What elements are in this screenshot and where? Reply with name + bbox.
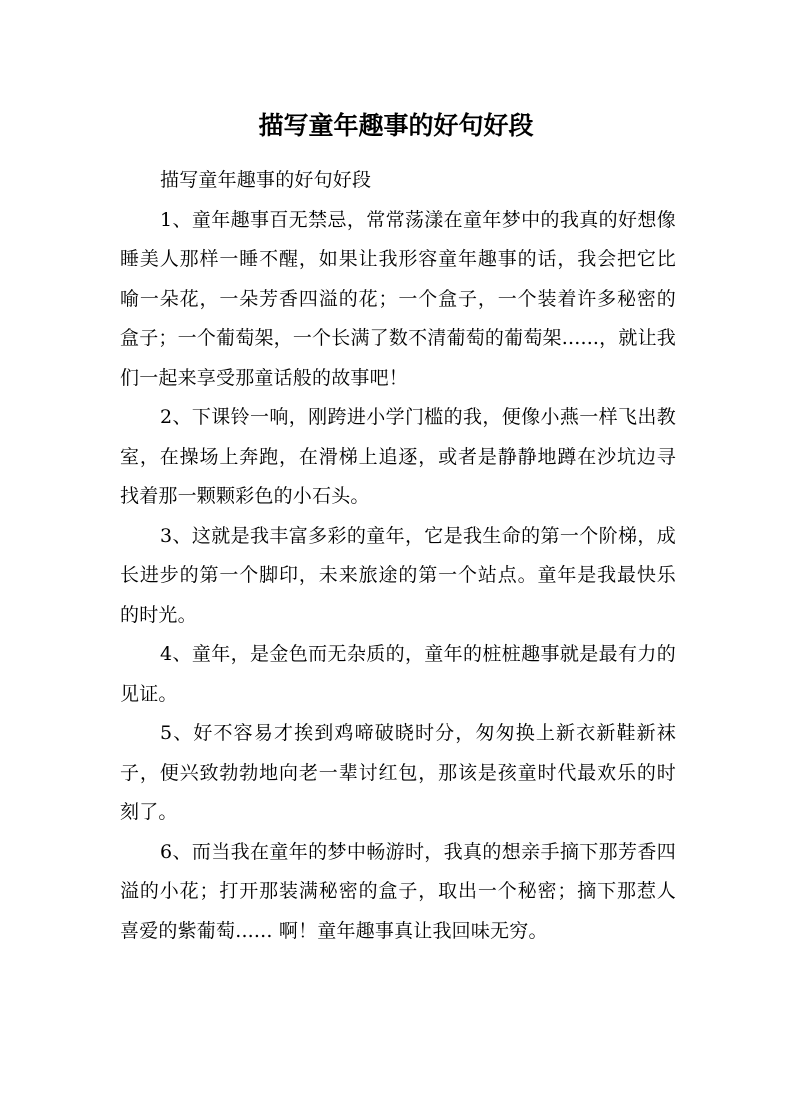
document-title: 描写童年趣事的好句好段 (258, 111, 534, 140)
paragraph-2: 2、下课铃一响，刚跨进小学门槛的我，便像小燕一样飞出教室，在操场上奔跑，在滑梯上追逐，或者是静静地蹲在沙坑边寻找着那一颗颗彩色的小石头。 (120, 406, 676, 507)
paragraph-6: 6、而当我在童年的梦中畅游时，我真的想亲手摘下那芳香四溢的小花；打开那装满秘密的盒子，取出一个秘密；摘下那惹人喜爱的紫葡萄...... 啊！童年趣事真让我回味无穷。 (120, 840, 676, 942)
paragraph-3: 3、这就是我丰富多彩的童年，它是我生命的第一个阶梯，成长进步的第一个脚印，未来旅途的第一个站点。童年是我最快乐的时光。 (120, 524, 676, 626)
paragraph-4: 4、童年，是金色而无杂质的，童年的桩桩趣事就是最有力的见证。 (120, 643, 676, 705)
paragraph-subtitle: 描写童年趣事的好句好段 (160, 169, 372, 191)
paragraph-5: 5、好不容易才挨到鸡啼破晓时分，匆匆换上新衣新鞋新袜子，便兴致勃勃地向老一辈讨红包，那该是孩童时代最欢乐的时刻了。 (120, 722, 676, 823)
document-body (120, 161, 676, 951)
paragraph-1: 1、童年趣事百无禁忌，常常荡漾在童年梦中的我真的好想像睡美人那样一睡不醒，如果让我形容童年趣事的话，我会把它比喻一朵花，一朵芳香四溢的花；一个盒子，一个装着许多秘密的盒子；一个葡萄架，一个长满了数不清葡萄的葡萄架......，就让我们一起来享受那童话般的故事吧！ (120, 208, 676, 389)
